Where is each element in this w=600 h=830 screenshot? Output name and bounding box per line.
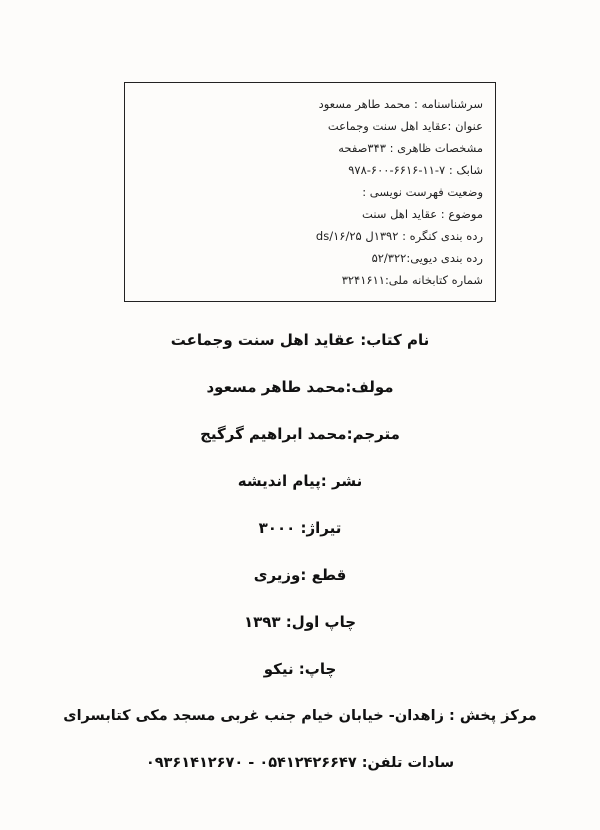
- book-author: مولف:محمد طاهر مسعود: [206, 378, 394, 396]
- book-info: [20, 322, 580, 792]
- cip-physical-line: مشخصات ظاهری : ۳۴۳صفحه: [338, 141, 483, 155]
- book-title: نام کتاب: عقاید اهل سنت وجماعت: [170, 331, 430, 349]
- cip-status-line: وضعیت فهرست نویسی :: [362, 185, 483, 199]
- book-publisher: نشر :پیام اندیشه: [237, 472, 363, 490]
- book-phone: سادات تلفن: ۰۵۴۱۲۴۲۶۶۴۷ - ۰۹۳۶۱۴۱۲۶۷۰: [145, 755, 455, 771]
- cip-subject-line: موضوع : عقاید اهل سنت: [362, 207, 483, 221]
- cip-dewey-line: رده بندی دیویی:۵۲/۳۲۲: [371, 251, 483, 265]
- book-translator: مترجم:محمد ابراهیم گرگیج: [200, 425, 400, 443]
- cip-title-line: عنوان :عقاید اهل سنت وجماعت: [327, 119, 483, 133]
- cip-heading-line: سرشناسنامه : محمد طاهر مسعود: [318, 97, 483, 111]
- book-circulation: تیراژ: ۳۰۰۰: [258, 519, 342, 537]
- book-format: قطع :وزیری: [253, 566, 347, 584]
- book-distribution: مرکز پخش : زاهدان- خیابان خیام جنب غربی مسجد مکی کتابسرای: [63, 708, 537, 724]
- cip-national-library-line: شماره کتابخانه ملی:۳۲۴۱۶۱۱: [341, 273, 483, 287]
- book-printer: چاپ: نیکو: [263, 660, 337, 678]
- book-edition: چاپ اول: ۱۳۹۳: [243, 613, 357, 631]
- cip-congress-line: رده بندی کنگره : ۱۳۹۲ل ۲۵/ds/۱۶: [315, 229, 483, 243]
- cip-isbn-line: شابک : ۷-۱۱-۶۶۱۶-۶۰۰-۹۷۸: [348, 163, 483, 177]
- cip-catalog-box: [124, 82, 496, 302]
